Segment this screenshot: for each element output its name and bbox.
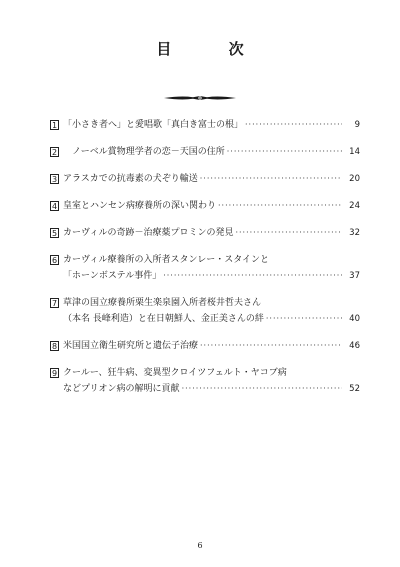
entry-page-number: 37 — [349, 271, 360, 281]
dot-leader — [235, 225, 342, 241]
dot-leader — [227, 144, 342, 160]
entry-page-number: 52 — [349, 384, 360, 394]
entry-number: 1 — [51, 121, 58, 130]
entry-title-line-2: （本名 長峰利造）と在日朝鮮人、金正美さんの絆 — [63, 314, 264, 324]
toc-entry[interactable] — [50, 295, 360, 327]
entry-title-line-2: などプリオン病の解明に貢献 — [63, 384, 180, 394]
entry-title-line-1: クールー、狂牛病、変異型クロイツフェルト・ヤコブ病 — [63, 368, 287, 378]
entry-title: ノーベル賞物理学者の恋－天国の住所 — [72, 147, 225, 157]
entry-number: 3 — [51, 175, 58, 184]
entry-title: 「小さき者へ」と愛唱歌「真白き富士の根」 — [63, 120, 244, 130]
entry-title: アラスカでの抗毒素の犬ぞり輸送 — [63, 174, 198, 184]
toc-entry[interactable] — [50, 117, 360, 133]
toc-entry[interactable] — [50, 225, 360, 241]
toc-entry[interactable] — [50, 365, 360, 397]
entry-title: 米国国立衛生研究所と遺伝子治療 — [63, 341, 199, 351]
table-of-contents — [50, 117, 360, 408]
entry-number: 6 — [51, 256, 58, 265]
entry-number: 2 — [51, 148, 58, 157]
dot-leader — [266, 311, 342, 327]
entry-page-number: 14 — [349, 147, 360, 157]
entry-title: カーヴィルの奇跡－治療薬プロミンの発見 — [63, 228, 234, 238]
dot-leader — [163, 268, 342, 284]
entry-page-number: 32 — [349, 228, 360, 238]
divider-ornament — [163, 94, 237, 102]
entry-title-line-2: 「ホーンボステル事件」 — [63, 271, 162, 281]
footer-page-number: 6 — [197, 541, 203, 550]
entry-title-line-1: 草津の国立療養所栗生楽泉園入所者桜井哲夫さん — [63, 298, 262, 308]
entry-page-number: 20 — [349, 174, 360, 184]
toc-entry[interactable] — [50, 144, 360, 160]
dot-leader — [218, 198, 342, 214]
entry-page-number: 40 — [349, 314, 360, 324]
entry-page-number: 24 — [349, 201, 360, 211]
entry-page-number: 9 — [354, 120, 360, 130]
entry-number: 4 — [51, 202, 58, 211]
entry-page-number: 46 — [349, 341, 360, 351]
dot-leader — [245, 117, 342, 133]
page-title: 目 次 — [156, 40, 270, 58]
entry-number: 7 — [51, 299, 58, 308]
dot-leader — [200, 171, 342, 187]
entry-title: 皇室とハンセン病療養所の深い関わり — [63, 201, 217, 211]
entry-title-line-1: カーヴィル療養所の入所者スタンレー・スタインと — [63, 255, 270, 265]
entry-number: 8 — [51, 342, 58, 351]
toc-entry[interactable] — [50, 338, 360, 354]
entry-number: 5 — [51, 229, 58, 238]
dot-leader — [200, 338, 342, 354]
toc-entry[interactable] — [50, 171, 360, 187]
toc-entry[interactable] — [50, 198, 360, 214]
toc-entry[interactable] — [50, 252, 360, 284]
entry-number: 9 — [51, 369, 58, 378]
dot-leader — [182, 381, 342, 397]
